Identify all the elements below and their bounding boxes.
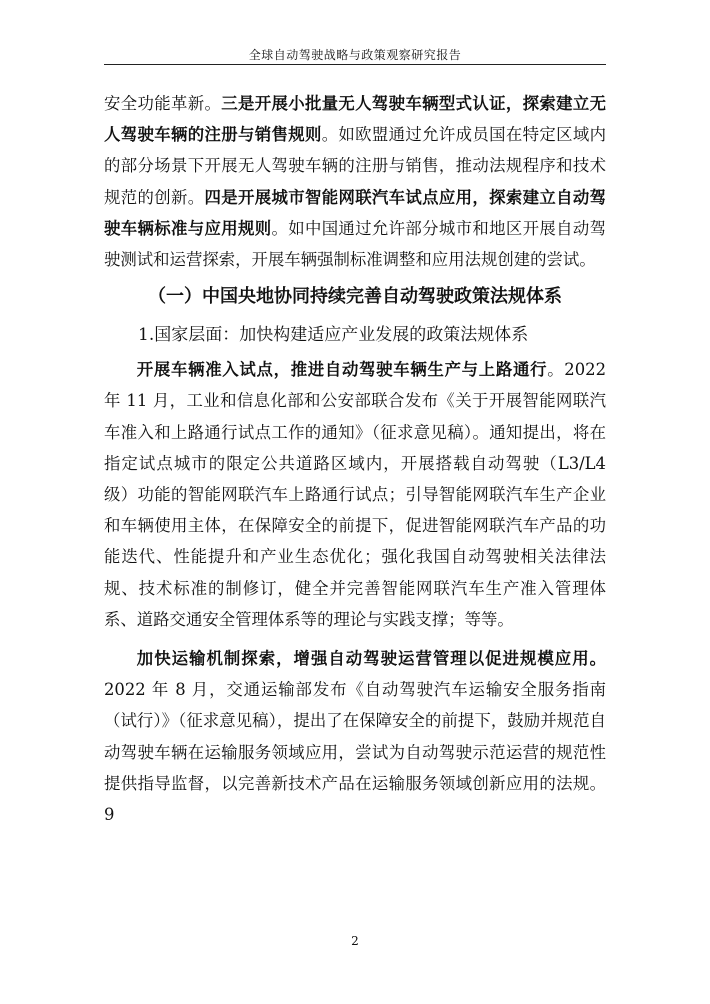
para3-text: 2022 年 8 月，交通运输部发布《自动驾驶汽车运输安全服务指南（试行）》（征求意见稿），提出了在保障安全的前提下，鼓励并规范自动驾驶车辆在运输服务领域应用，尝试为自动驾驶示范运营的规范性提供指导监督，以完善新技术产品在运输服务领域创新应用的法规。9 xyxy=(104,680,606,825)
para1-text-2: 。如欧盟通过允许成员国在特定区域内的部分场景下开展无人驾驶车辆的注册与销售，推动法规程序和技术规范的创新。 xyxy=(104,125,606,207)
para1-bold-2: 四是开展城市智能网联汽车试点应用，探索建立自动驾驶车辆标准与应用规则 xyxy=(104,187,607,238)
section-heading: （一）中国央地协同持续完善自动驾驶政策法规体系 xyxy=(148,286,562,308)
para2-bold: 开展车辆准入试点，推进自动驾驶车辆生产与上路通行 xyxy=(136,360,548,380)
document-body xyxy=(104,88,606,830)
running-header: 全球自动驾驶战略与政策观察研究报告 xyxy=(248,48,462,62)
subsection-heading: 1.国家层面：加快构建适应产业发展的政策法规体系 xyxy=(138,325,529,346)
header-divider xyxy=(104,64,606,65)
para1-bold-1: 三是开展小批量无人驾驶车辆型式认证，探索建立无人驾驶车辆的注册与销售规则 xyxy=(104,94,607,145)
para3-bold: 加快运输机制探索，增强自动驾驶运营管理以促进规模应用。 xyxy=(136,649,606,669)
para1-text-1: 安全功能革新。 xyxy=(104,94,222,113)
paragraph-1 xyxy=(104,88,606,275)
page-number: 2 xyxy=(351,934,359,948)
para1-text-3: 。如中国通过允许部分城市和地区开展自动驾驶测试和运营探索，开展车辆强制标准调整和应用法规创建的尝试。 xyxy=(104,218,607,270)
paragraph-3 xyxy=(104,643,606,830)
paragraph-2 xyxy=(104,354,606,635)
para2-text: 。2022 年 11 月，工业和信息化部和公安部联合发布《关于开展智能网联汽车准入和上路通行试点工作的通知》（征求意见稿）。通知提出，将在指定试点城市的限定公共道路区域内，开展搭载自动驾驶（L3/L4 级）功能的智能网联汽车上路通行试点；引导智能网联汽车生产企业和车辆使用主体，在保障安全的前提下，促进智能网联汽车产品的功能迭代、性能提升和产业生态优化；强化我国自动驾驶相关法律法规、技术标准的制修订，健全并完善智能网联汽车生产准入管理体系、道路交通安全管理体系等的理论与实践支撑；等等。 xyxy=(104,360,606,629)
